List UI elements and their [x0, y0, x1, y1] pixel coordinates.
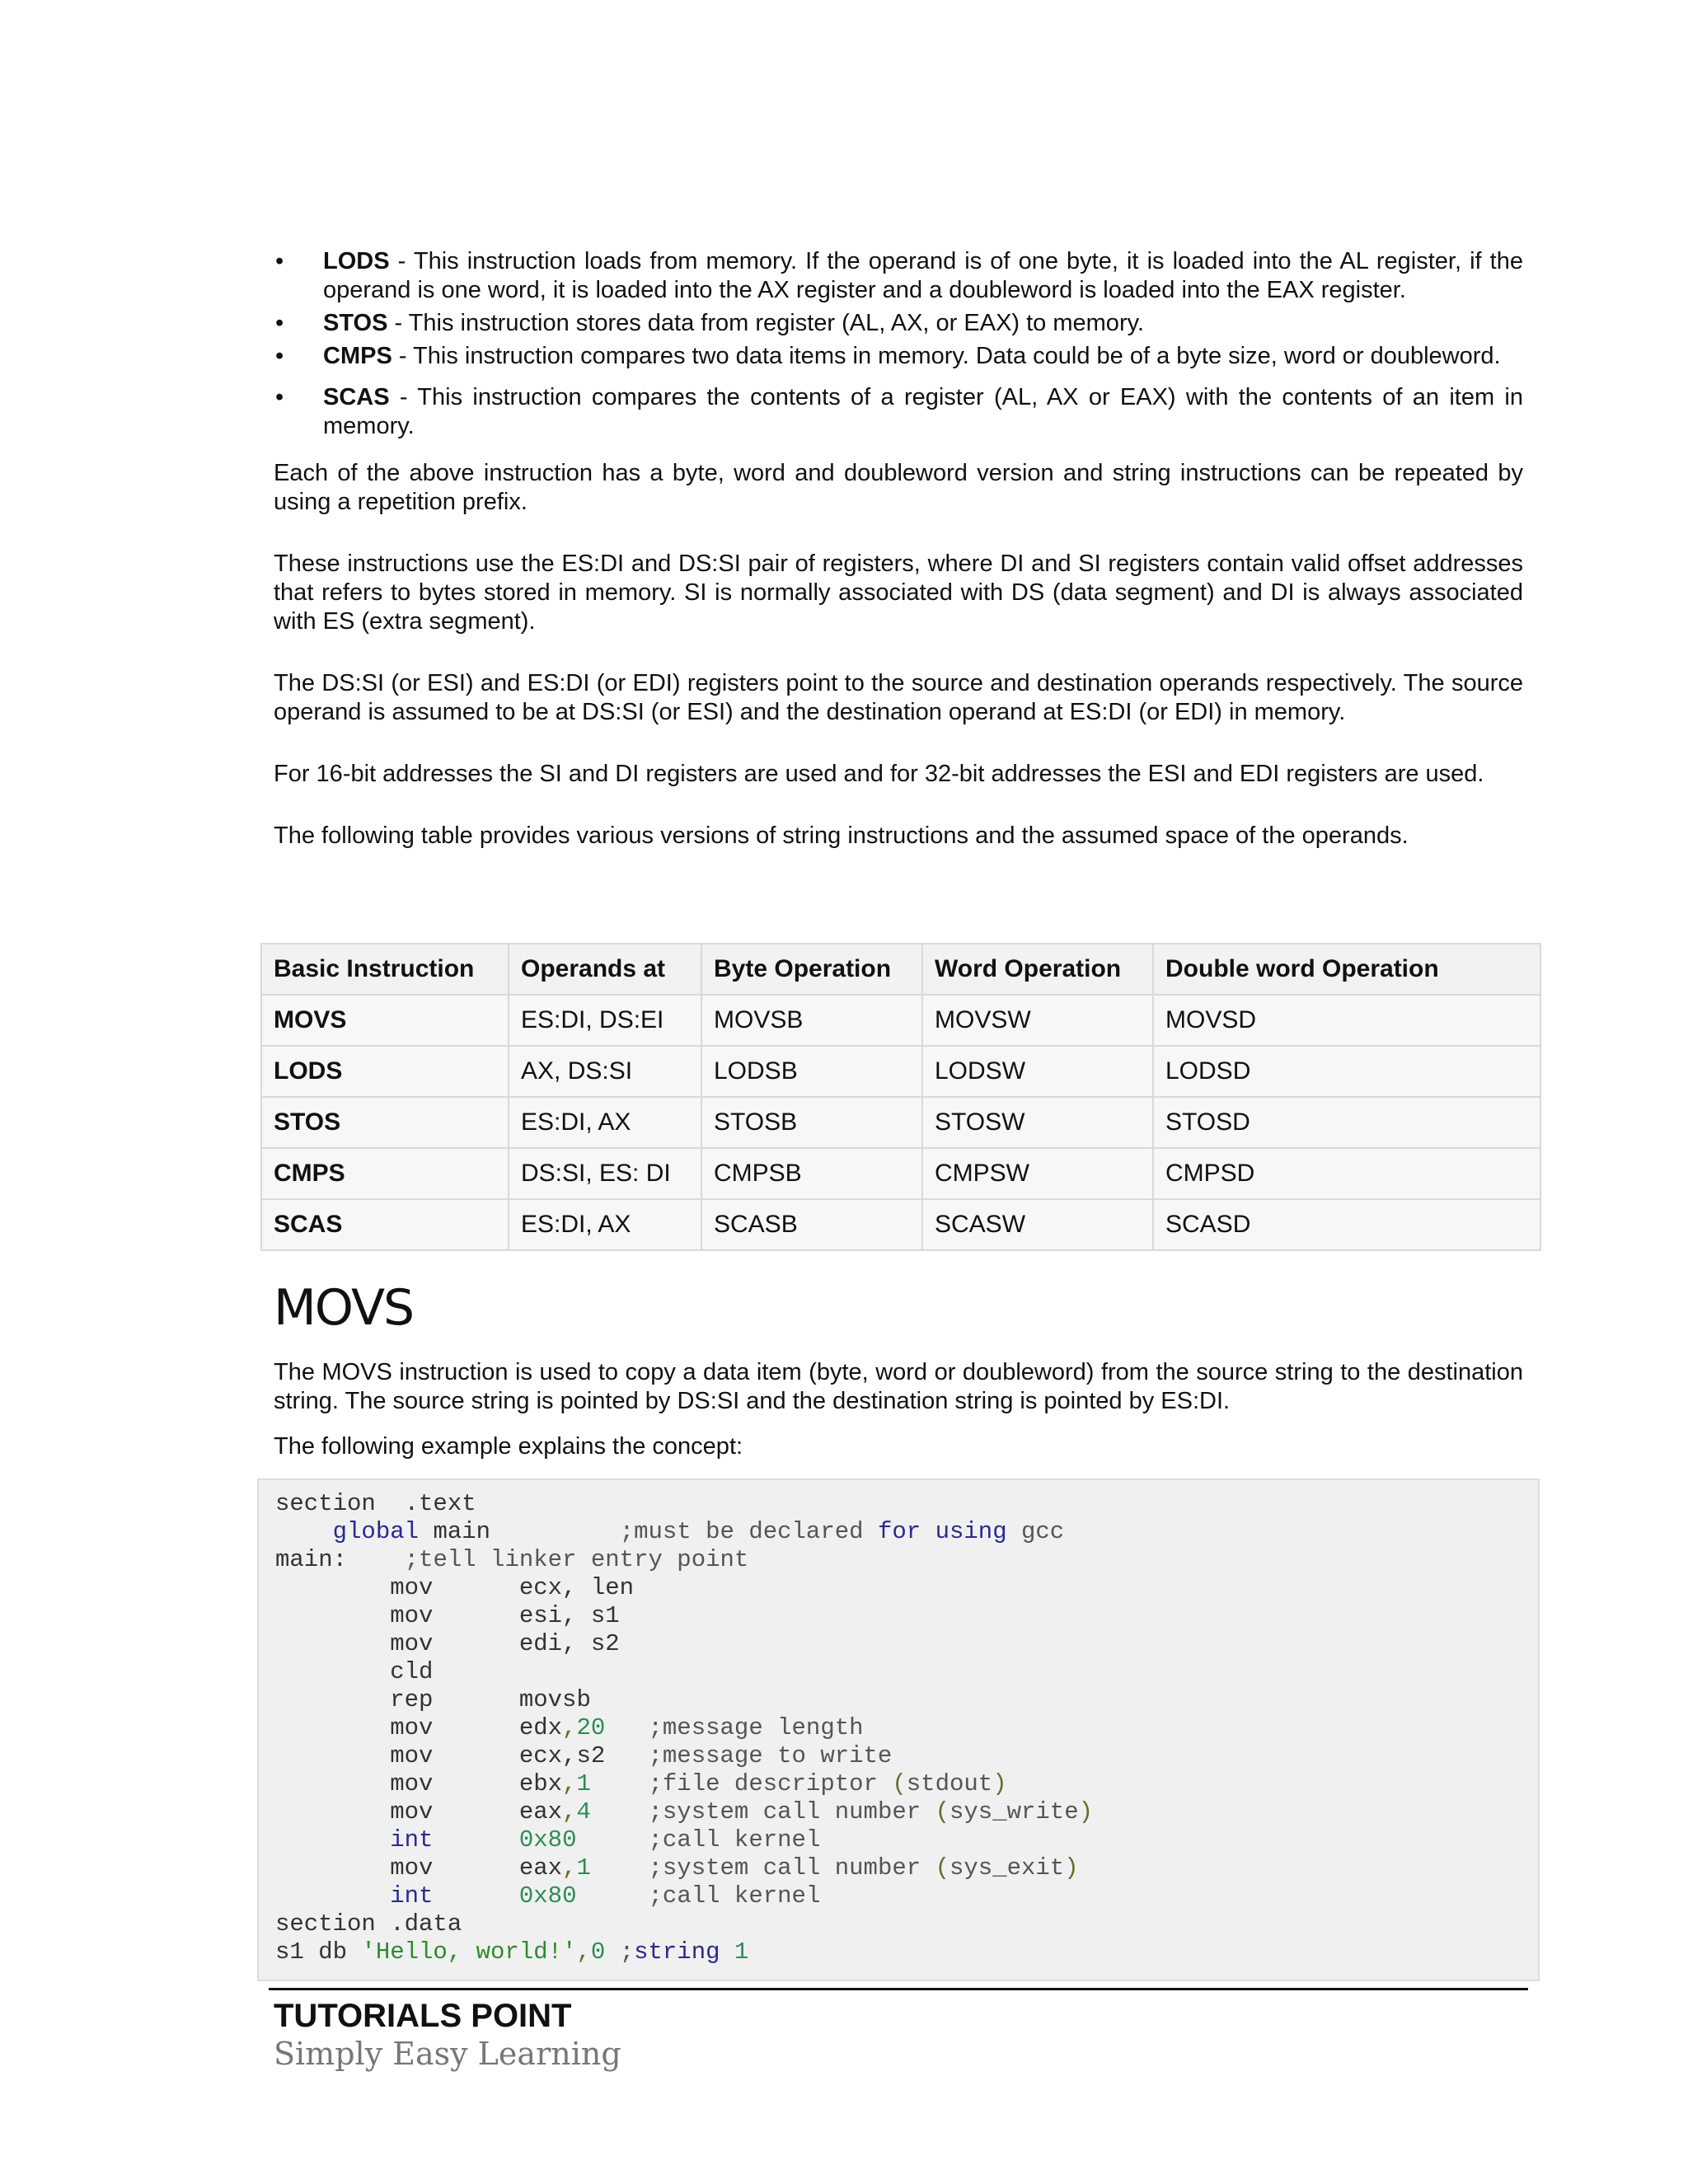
table-cell: STOSB — [701, 1097, 922, 1148]
table-cell: CMPSW — [922, 1148, 1153, 1199]
footer-tagline: Simply Easy Learning — [274, 2036, 621, 2072]
code-line: mov esi, s1 — [275, 1602, 620, 1629]
table-row — [261, 1148, 1540, 1199]
table-row — [261, 995, 1540, 1046]
bullet-scas — [274, 383, 1523, 441]
code-line: int 0x80 ;call kernel — [390, 1882, 821, 1910]
code-line: int 0x80 ;call kernel — [390, 1826, 821, 1854]
table-cell: SCAS — [261, 1199, 509, 1250]
code-line: mov ecx,s2 ;message to write — [275, 1742, 893, 1769]
code-line: mov edx,20 ;message length — [275, 1714, 864, 1741]
table-cell: ES:DI, AX — [509, 1199, 701, 1250]
code-line: rep movsb — [275, 1686, 591, 1713]
code-example-block — [257, 1479, 1540, 1981]
bullet-dot-icon: • — [275, 343, 284, 369]
paragraph-movs-intro: The MOVS instruction is used to copy a data item (byte, word or doubleword) from the source string to the destination string. The source string is pointed by DS:SI and the destination string is pointed by ES:DI. — [274, 1359, 1523, 1414]
string-instructions-table — [260, 943, 1541, 1251]
code-line: mov ebx,1 ;file descriptor (stdout) — [275, 1770, 1007, 1797]
paragraph-example-intro: The following example explains the concept: — [274, 1433, 743, 1460]
code-line: mov eax,1 ;system call number (sys_exit) — [275, 1854, 1079, 1882]
section-heading-movs: MOVS — [274, 1279, 414, 1337]
code-line: global main ;must be declared for using gcc — [332, 1518, 1065, 1545]
table-cell: STOS — [261, 1097, 509, 1148]
column-header: Byte Operation — [701, 944, 922, 995]
bullet-cmps — [274, 342, 1523, 371]
code-line: mov ecx, len — [275, 1574, 635, 1601]
table-cell: STOSD — [1153, 1097, 1540, 1148]
table-cell: MOVSD — [1153, 995, 1540, 1046]
table-cell: LODSB — [701, 1046, 922, 1097]
paragraph-address-size: For 16-bit addresses the SI and DI registers are used and for 32-bit addresses the ESI and EDI registers are used. — [274, 761, 1484, 787]
bullet-term: SCAS — [323, 384, 390, 410]
table-cell: AX, DS:SI — [509, 1046, 701, 1097]
bullet-text: - This instruction compares two data items in memory. Data could be of a byte size, word or doubleword. — [392, 343, 1501, 369]
table-cell: STOSW — [922, 1097, 1153, 1148]
table-cell: LODS — [261, 1046, 509, 1097]
bullet-lods — [274, 247, 1523, 305]
bullet-stos — [274, 309, 1523, 338]
table-cell: SCASD — [1153, 1199, 1540, 1250]
code-line: s1 db 'Hello, world!',0 ;string 1 — [275, 1938, 749, 1966]
table-row — [261, 1046, 1540, 1097]
table-cell: DS:SI, ES: DI — [509, 1148, 701, 1199]
table-cell: CMPS — [261, 1148, 509, 1199]
bullet-text: - This instruction loads from memory. If the operand is of one byte, it is loaded into the AL register, if the operand is one word, it is loaded into the AX register and a doubleword is loaded into the EAX register. — [323, 248, 1523, 303]
bullet-dot-icon: • — [275, 248, 284, 274]
table-cell: LODSW — [922, 1046, 1153, 1097]
page-body — [274, 247, 1523, 851]
footer-brand: TUTORIALS POINT — [274, 1998, 572, 2034]
code-line: section .data — [275, 1910, 462, 1938]
table-cell: CMPSD — [1153, 1148, 1540, 1199]
paragraph-repetition: Each of the above instruction has a byte, word and doubleword version and string instructions can be repeated by using a repetition prefix. — [274, 460, 1523, 515]
code-line: section .text — [275, 1490, 476, 1517]
bullet-text: - This instruction compares the contents of a register (AL, AX or EAX) with the contents of an item in memory. — [323, 384, 1523, 439]
bullet-term: STOS — [323, 310, 388, 336]
table-cell: ES:DI, AX — [509, 1097, 701, 1148]
table-cell: ES:DI, DS:EI — [509, 995, 701, 1046]
code-line: mov eax,4 ;system call number (sys_write) — [275, 1798, 1094, 1825]
column-header: Operands at — [509, 944, 701, 995]
table-row — [261, 1199, 1540, 1250]
paragraph-table-intro: The following table provides various versions of string instructions and the assumed space of the operands. — [274, 823, 1409, 849]
bullet-dot-icon: • — [275, 384, 284, 410]
paragraph-source-destination: The DS:SI (or ESI) and ES:DI (or EDI) registers point to the source and destination operands respectively. The source operand is assumed to be at DS:SI (or ESI) and the destination operand at ES:DI (or EDI) in memory. — [274, 670, 1523, 725]
column-header: Double word Operation — [1153, 944, 1540, 995]
code-line: mov edi, s2 — [275, 1630, 620, 1657]
bullet-term: CMPS — [323, 343, 392, 369]
table-cell: SCASW — [922, 1199, 1153, 1250]
table-cell: MOVS — [261, 995, 509, 1046]
column-header: Word Operation — [922, 944, 1153, 995]
bullet-term: LODS — [323, 248, 390, 274]
footer-divider — [269, 1988, 1528, 1990]
paragraph-registers: These instructions use the ES:DI and DS:SI pair of registers, where DI and SI registers contain valid offset addresses that refers to bytes stored in memory. SI is normally associated with DS (data segment) and DI is always associated with ES (extra segment). — [274, 551, 1523, 635]
movs-description — [274, 1358, 1523, 1461]
bullet-dot-icon: • — [275, 310, 284, 336]
code-listing — [259, 1480, 1538, 1966]
instruction-bullet-list — [274, 247, 1523, 441]
table-cell: MOVSW — [922, 995, 1153, 1046]
code-line: cld — [275, 1658, 434, 1685]
table-cell: SCASB — [701, 1199, 922, 1250]
bullet-text: - This instruction stores data from register (AL, AX, or EAX) to memory. — [387, 310, 1145, 336]
table-row — [261, 1097, 1540, 1148]
table-header-row — [261, 944, 1540, 995]
code-line: main: ;tell linker entry point — [275, 1546, 749, 1573]
table-cell: MOVSB — [701, 995, 922, 1046]
table-cell: LODSD — [1153, 1046, 1540, 1097]
table-cell: CMPSB — [701, 1148, 922, 1199]
column-header: Basic Instruction — [261, 944, 509, 995]
